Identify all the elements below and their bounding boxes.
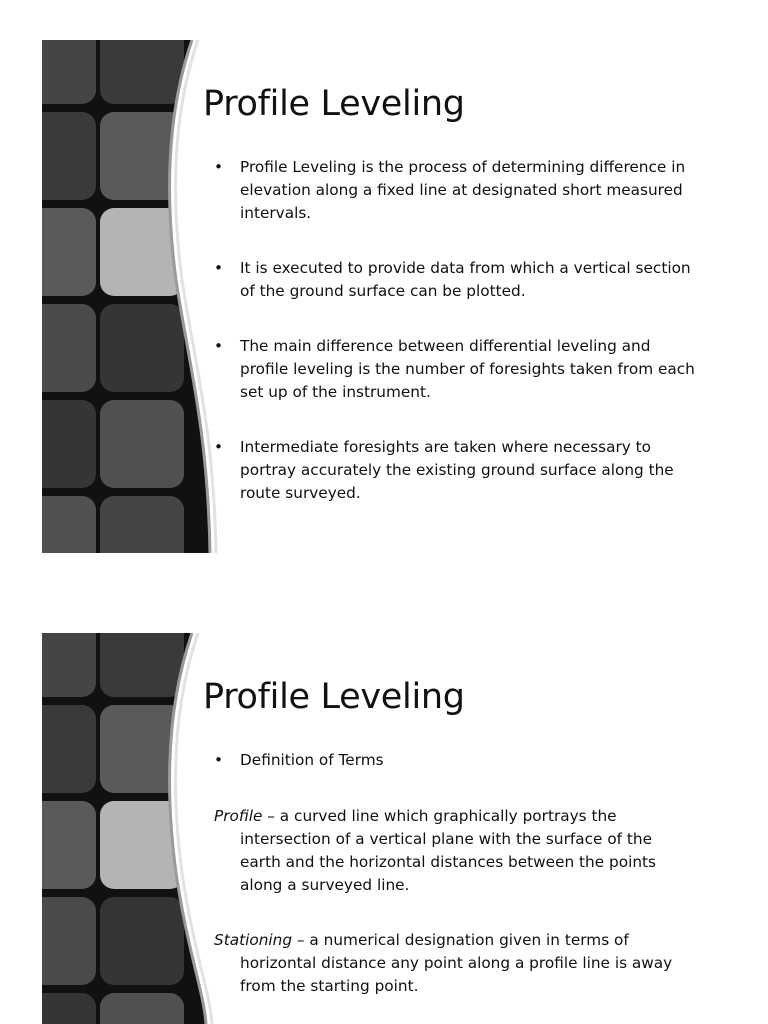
tiles-group	[42, 633, 184, 1024]
bullet-line: The main difference between differential leveling and	[240, 337, 651, 355]
definition-stationing	[214, 929, 694, 998]
banner-tile	[100, 400, 184, 488]
banner-tile	[42, 304, 96, 392]
banner-tile	[42, 801, 96, 889]
slide-2	[42, 633, 732, 1024]
slide-1	[42, 40, 732, 553]
bullet-line: It is executed to provide data from which a vertical section	[240, 259, 691, 277]
definition-line: from the starting point.	[240, 977, 419, 995]
banner-tile	[42, 496, 96, 553]
definition-separator: –	[292, 931, 310, 949]
bullet-line: of the ground surface can be plotted.	[240, 282, 526, 300]
bullet-marker: •	[214, 337, 224, 355]
bullet-marker: •	[214, 259, 224, 277]
banner-tile	[100, 897, 184, 985]
banner-tile	[100, 40, 184, 104]
definition-term: Stationing	[214, 931, 293, 949]
bullet-item	[214, 749, 704, 772]
banner-tile	[42, 705, 96, 793]
banner-tile	[100, 633, 184, 697]
definition-line: along a surveyed line.	[240, 876, 410, 894]
bullet-line: profile leveling is the number of foresights taken from each	[240, 360, 695, 378]
banner-tile	[100, 496, 184, 553]
banner-tile	[42, 40, 96, 104]
bullet-line: Profile Leveling is the process of determining difference in	[240, 158, 686, 176]
tile-banner-graphic	[42, 40, 222, 553]
banner-tile	[42, 633, 96, 697]
bullet-line: Intermediate foresights are taken where necessary to	[240, 438, 652, 456]
bullet-line: Definition of Terms	[240, 751, 384, 769]
bullet-line: intervals.	[240, 204, 312, 222]
bullet-line: portray accurately the existing ground surface along the	[240, 461, 674, 479]
definition-profile	[214, 805, 694, 897]
slide-title: Profile Leveling	[203, 677, 465, 717]
banner-tile	[100, 304, 184, 392]
definition-term: Profile	[214, 807, 263, 825]
definition-text: a numerical designation given in terms of	[309, 931, 629, 949]
bullet-marker: •	[214, 751, 224, 769]
bullet-item	[214, 436, 704, 505]
banner-tile	[100, 993, 184, 1024]
bullet-marker: •	[214, 438, 224, 456]
tile-banner-graphic	[42, 633, 222, 1024]
definition-text: a curved line which graphically portrays the	[279, 807, 617, 825]
bullet-item	[214, 335, 704, 404]
definition-line: intersection of a vertical plane with the surface of the	[240, 830, 653, 848]
banner-tile	[42, 897, 96, 985]
banner-tile	[42, 993, 96, 1024]
bullet-marker: •	[214, 158, 224, 176]
bullet-item	[214, 156, 704, 225]
bullet-line: route surveyed.	[240, 484, 361, 502]
definition-line: horizontal distance any point along a profile line is away	[240, 954, 673, 972]
bullet-line: set up of the instrument.	[240, 383, 431, 401]
slide-title: Profile Leveling	[203, 84, 465, 124]
banner-tile	[42, 208, 96, 296]
banner-tile	[42, 112, 96, 200]
bullet-line: elevation along a fixed line at designated short measured	[240, 181, 683, 199]
definition-separator: –	[262, 807, 280, 825]
bullet-item	[214, 257, 704, 303]
banner-tile	[42, 400, 96, 488]
definition-line: earth and the horizontal distances between the points	[240, 853, 657, 871]
